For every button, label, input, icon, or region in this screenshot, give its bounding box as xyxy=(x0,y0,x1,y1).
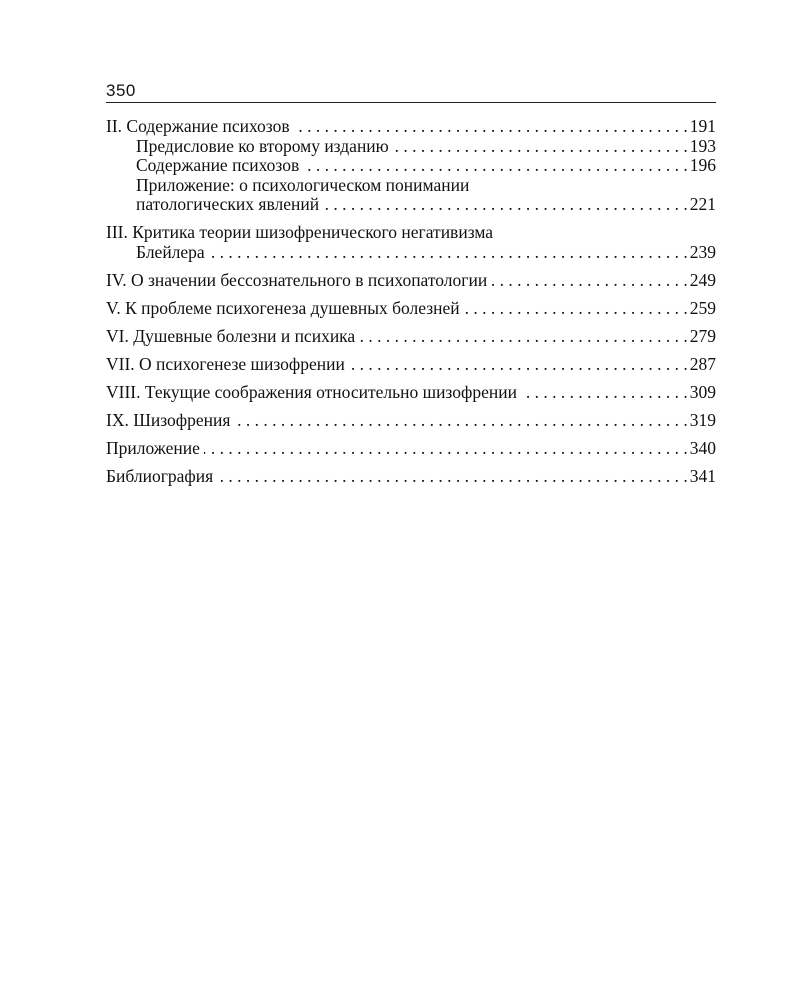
toc-leader-dots xyxy=(359,327,688,347)
toc-leader-dots xyxy=(294,117,688,137)
toc-entry-page: 193 xyxy=(689,135,716,156)
toc-entry-title: VIII. Текущие соображения относительно шизофрении xyxy=(106,381,517,402)
toc-entry-title: Приложение xyxy=(106,437,200,458)
toc-leader-dots xyxy=(323,195,688,215)
toc-leader-dots xyxy=(393,137,688,157)
toc-leader-dots xyxy=(349,355,688,375)
toc-entry-title-first-line: Приложение: о психологическом понимании xyxy=(136,174,470,195)
toc-leader-dots xyxy=(204,439,688,459)
table-of-contents xyxy=(106,117,716,486)
toc-entry-title: II. Содержание психозов xyxy=(106,116,290,136)
toc-leader-dots xyxy=(217,467,688,487)
toc-entry-title: V. К проблеме психогенеза душевных болезней xyxy=(106,297,460,318)
toc-entry xyxy=(106,271,716,291)
toc-leader-dots xyxy=(209,243,688,263)
toc-leader-dots xyxy=(303,156,688,176)
toc-entry-title: IV. О значении бессознательного в психопатологии xyxy=(106,269,488,290)
toc-entry-page: 221 xyxy=(689,194,716,214)
toc-entry xyxy=(106,327,716,347)
toc-entry-page: 279 xyxy=(689,325,716,346)
toc-entry-page: 191 xyxy=(689,116,716,136)
toc-entry-page: 196 xyxy=(689,155,716,175)
toc-entry xyxy=(106,439,716,459)
toc-entry xyxy=(106,223,716,262)
toc-entry-page: 309 xyxy=(689,381,716,402)
toc-leader-dots xyxy=(491,271,688,291)
toc-entry-page: 239 xyxy=(689,241,716,262)
toc-entry-page: 341 xyxy=(689,465,716,486)
toc-entry xyxy=(106,117,716,137)
toc-entry-title: Библиография xyxy=(106,465,214,486)
toc-entry-title: Содержание психозов xyxy=(136,155,300,175)
toc-leader-dots xyxy=(234,411,687,431)
header-rule xyxy=(106,102,716,103)
toc-entry-page: 259 xyxy=(689,297,716,318)
toc-leader-dots xyxy=(464,299,688,319)
toc-entry-title: Блейлера xyxy=(136,241,205,262)
toc-leader-dots xyxy=(521,383,688,403)
toc-entry-title: VI. Душевные болезни и психика xyxy=(106,325,356,346)
toc-entry xyxy=(106,156,716,176)
toc-entry xyxy=(106,355,716,375)
toc-entry xyxy=(106,299,716,319)
toc-entry xyxy=(106,411,716,431)
page-number: 350 xyxy=(106,81,136,100)
toc-entry-title: IX. Шизофрения xyxy=(106,409,231,430)
toc-entry-page: 249 xyxy=(689,269,716,290)
toc-entry xyxy=(106,467,716,487)
toc-entry-title: патологических явлений xyxy=(136,194,320,214)
toc-entry-title: Предисловие ко второму изданию xyxy=(136,135,389,156)
toc-entry xyxy=(106,383,716,403)
toc-entry xyxy=(106,137,716,157)
toc-entry-page: 287 xyxy=(689,353,716,374)
toc-entry-title-first-line: III. Критика теории шизофренического негативизма xyxy=(106,222,494,242)
toc-entry xyxy=(106,176,716,215)
toc-entry-page: 340 xyxy=(689,437,716,458)
toc-entry-page: 319 xyxy=(689,409,716,430)
document-page xyxy=(106,80,716,486)
toc-entry-title: VII. О психогенезе шизофрении xyxy=(106,353,345,374)
